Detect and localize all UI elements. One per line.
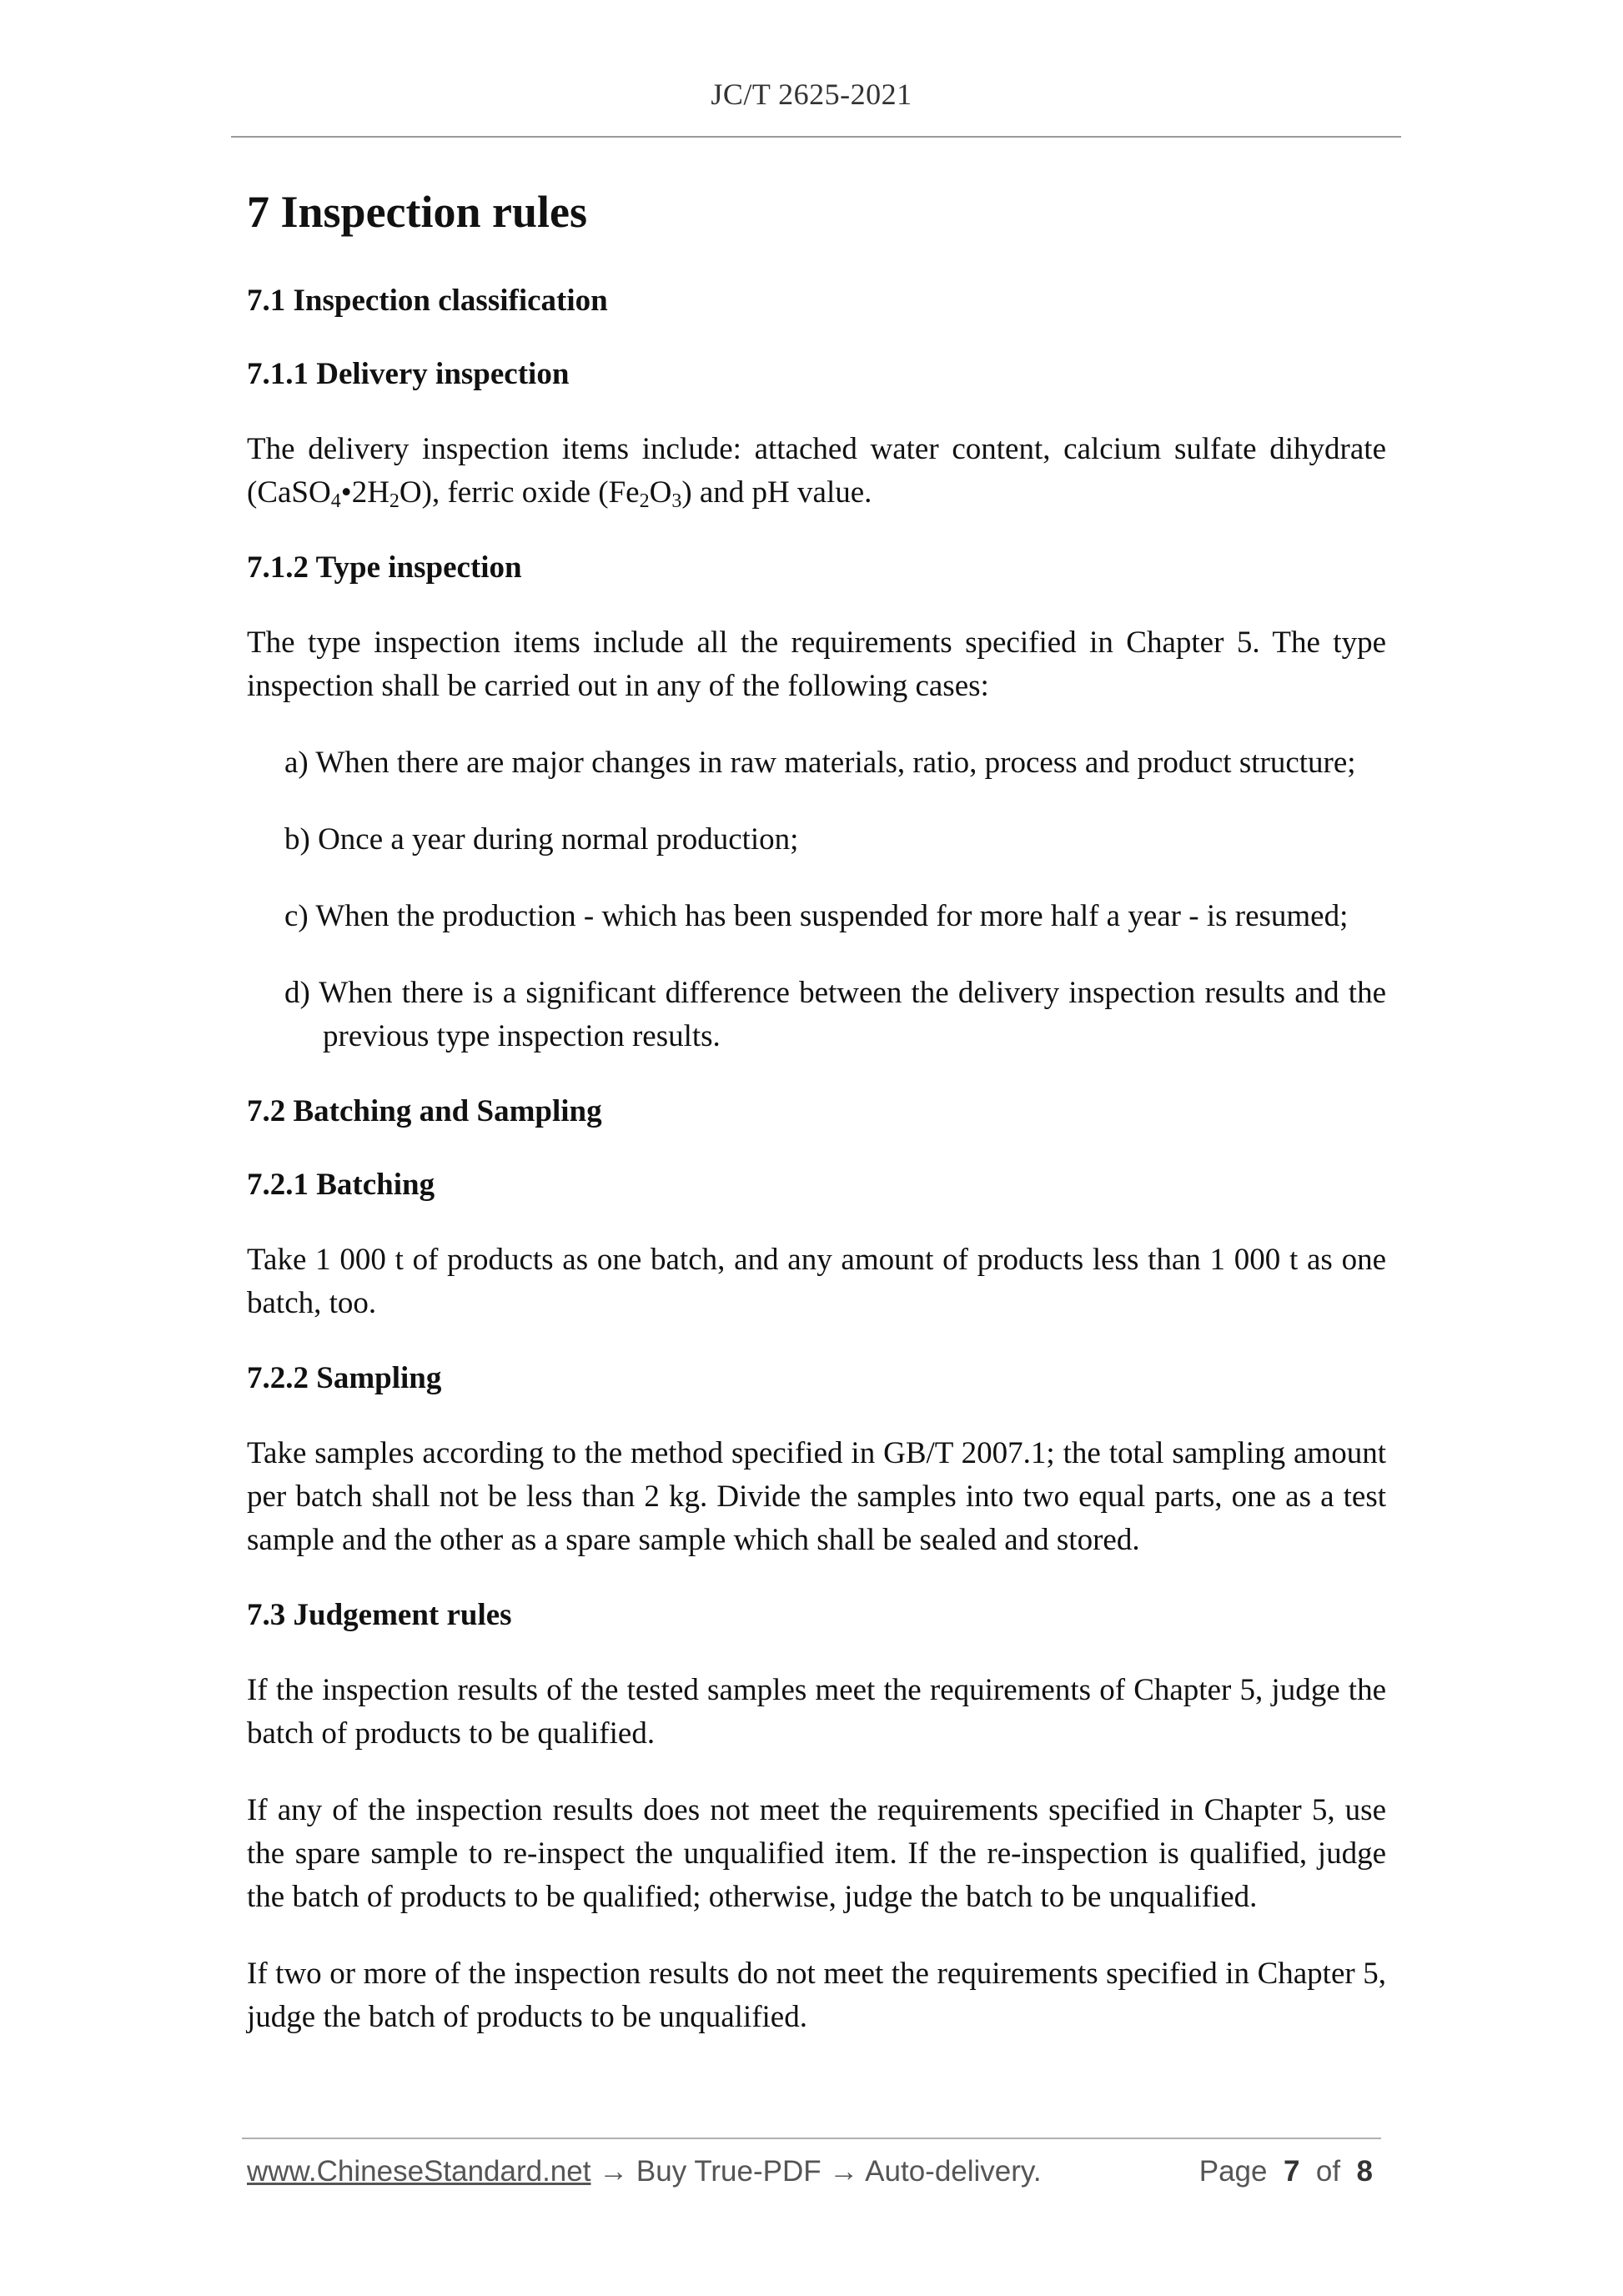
section-7-2-2-title: 7.2.2 Sampling	[247, 1361, 442, 1396]
section-7-1-title: 7.1 Inspection classification	[247, 283, 608, 318]
judgement-paragraph: If the inspection results of the tested samples meet the requirements of Chapter 5, judge the batch of products to be qualified.	[247, 1673, 1386, 1751]
footer-divider	[242, 2138, 1381, 2139]
judgement-paragraph: If two or more of the inspection results do not meet the requirements specified in Chapter 5, judge the batch of products to be unqualified.	[247, 1957, 1386, 2035]
delivery-inspection-paragraph: The delivery inspection items include: attached water content, calcium sulfate dihydrate $(CaSO_4•2H_2O)$, ferric oxide $(Fe_2O_3)$ and pH value.	[247, 431, 1386, 512]
sampling-paragraph: Take samples according to the method specified in GB/T 2007.1; the total sampling amount per batch shall not be less than 2 kg. Divide the samples into two equal parts, one as a test sample and the other as a spare sample which shall be sealed and stored.	[247, 1436, 1386, 1558]
total-pages: 8	[1356, 2155, 1373, 2188]
judgement-paragraph: If any of the inspection results does not meet the requirements specified in Chapter 5, use the spare sample to re-inspect the unqualified item. If the re-inspection is qualified, judge the batch of products to be qualified; otherwise, judge the batch to be unqualified.	[247, 1793, 1386, 1915]
promo-text: → Buy True-PDF → Auto-delivery.	[590, 2155, 1042, 2188]
section-7-title: 7 Inspection rules	[247, 187, 588, 237]
site-link[interactable]: www.ChineseStandard.net	[247, 2155, 591, 2188]
batching-paragraph: Take 1 000 t of products as one batch, and any amount of products less than 1 000 t as one batch, too.	[247, 1243, 1386, 1321]
section-7-2-title: 7.2 Batching and Sampling	[247, 1094, 602, 1129]
case-item: a) When there are major changes in raw materials, ratio, process and product structure;	[284, 746, 1356, 781]
type-inspection-cases	[247, 741, 1386, 1058]
section-7-1-1-title: 7.1.1 Delivery inspection	[247, 356, 570, 391]
case-item: d) When there is a significant difference between the delivery inspection results and the previous type inspection results.	[284, 976, 1386, 1054]
running-header: JC/T 2625-2021	[711, 78, 912, 111]
section-7-1-2-title: 7.1.2 Type inspection	[247, 550, 522, 585]
case-item: b) Once a year during normal production;	[284, 822, 799, 857]
case-item: c) When the production - which has been suspended for more half a year - is resumed;	[284, 899, 1349, 934]
footer-promo	[247, 2155, 1042, 2188]
page-footer	[247, 2155, 1373, 2197]
current-page: 7	[1283, 2155, 1300, 2188]
page-number: Page 7 of 8	[1198, 2155, 1373, 2188]
type-inspection-intro: The type inspection items include all the requirements specified in Chapter 5. The type inspection shall be carried out in any of the following cases:	[247, 625, 1386, 704]
page-content	[247, 185, 1386, 2072]
section-7-2-1-title: 7.2.1 Batching	[247, 1168, 435, 1203]
section-7-3-title: 7.3 Judgement rules	[247, 1598, 512, 1633]
header-divider	[231, 136, 1401, 138]
